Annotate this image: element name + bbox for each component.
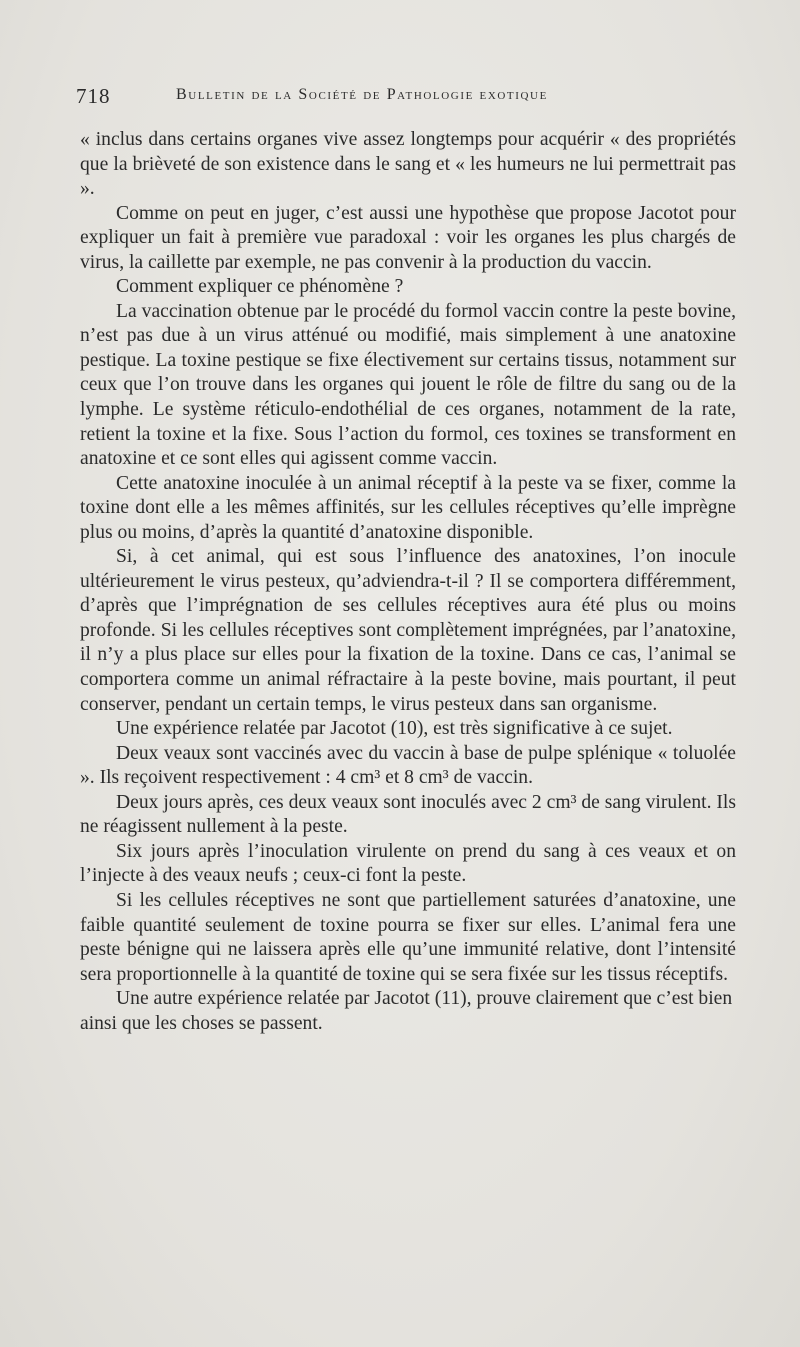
paragraph: Deux jours après, ces deux veaux sont inoculés avec 2 cm³ de sang virulent. Ils ne réagissent nullement à la peste. — [80, 791, 736, 838]
paragraph: Comme on peut en juger, c’est aussi une hypothèse que propose Jacotot pour expliquer un fait à première vue paradoxal : voir les organes les plus chargés de virus, la caillette par exemple, ne pas convenir à la production du vaccin. — [80, 202, 736, 273]
paragraph: Une expérience relatée par Jacotot (10), est très significative à ce sujet. — [116, 718, 673, 740]
paragraph: Deux veaux sont vaccinés avec du vaccin à base de pulpe splénique « toluolée ». Ils reçoivent respectivement : 4 cm³ et 8 cm³ de vaccin. — [80, 742, 736, 789]
paragraph: Si, à cet animal, qui est sous l’influence des anatoxines, l’on inocule ultérieurement le virus pesteux, qu’adviendra-t-il ? Il se comportera différemment, d’après que l’imprégnation de ses cellules réceptives aura été plus ou moins profonde. Si les cellules réceptives sont complètement imprégnées, par l’anatoxine, il n’y a plus place sur elles pour la fixation de la toxine. Dans ce cas, l’animal se comportera comme un animal réfractaire à la peste bovine, mais pourtant, il peut conserver, pendant un certain temps, le virus pesteux dans san organisme. — [80, 546, 736, 715]
page-number: 718 — [76, 84, 111, 108]
paragraph: Comment expliquer ce phénomène ? — [116, 276, 404, 298]
paragraph: Cette anatoxine inoculée à un animal réceptif à la peste va se fixer, comme la toxine dont elle a les mêmes affinités, sur les cellules réceptives qu’elle imprègne plus ou moins, d’après la quantité d’anatoxine disponible. — [80, 472, 736, 543]
page-header — [76, 84, 736, 114]
running-title: Bulletin de la Société de Pathologie exotique — [176, 86, 548, 103]
paragraph: Une autre expérience relatée par Jacotot (11), prouve clairement que c’est bien ainsi que les choses se passent. — [80, 988, 733, 1034]
paragraph: Six jours après l’inoculation virulente on prend du sang à ces veaux et on l’injecte à des veaux neufs ; ceux-ci font la peste. — [80, 840, 736, 887]
paragraph: La vaccination obtenue par le procédé du formol vaccin contre la peste bovine, n’est pas due à un virus atténué ou modifié, mais simplement à une anatoxine pestique. La toxine pestique se fixe électivement sur certains tissus, notamment sur ceux que l’on trouve dans les organes qui jouent le rôle de filtre du sang ou de la lymphe. Le système réticulo-endothélial de ces organes, notamment de la rate, retient la toxine et la fixe. Sous l’action du formol, ces toxines se transforment en anatoxine et ce sont elles qui agissent comme vaccin. — [80, 300, 736, 470]
paragraph: Si les cellules réceptives ne sont que partiellement saturées d’anatoxine, une faible quantité seulement de toxine pourra se fixer sur elles. L’animal fera une peste bénigne qui ne laissera après elle qu’une immunité relative, dont l’intensité sera proportionnelle à la quantité de toxine qui se sera fixée sur les tissus réceptifs. — [80, 889, 736, 985]
body-text — [80, 128, 736, 1036]
paragraph: « inclus dans certains organes vive assez longtemps pour acquérir « des propriétés que la brièveté de son existence dans le sang et « les humeurs ne lui permettrait pas ». — [80, 129, 736, 200]
